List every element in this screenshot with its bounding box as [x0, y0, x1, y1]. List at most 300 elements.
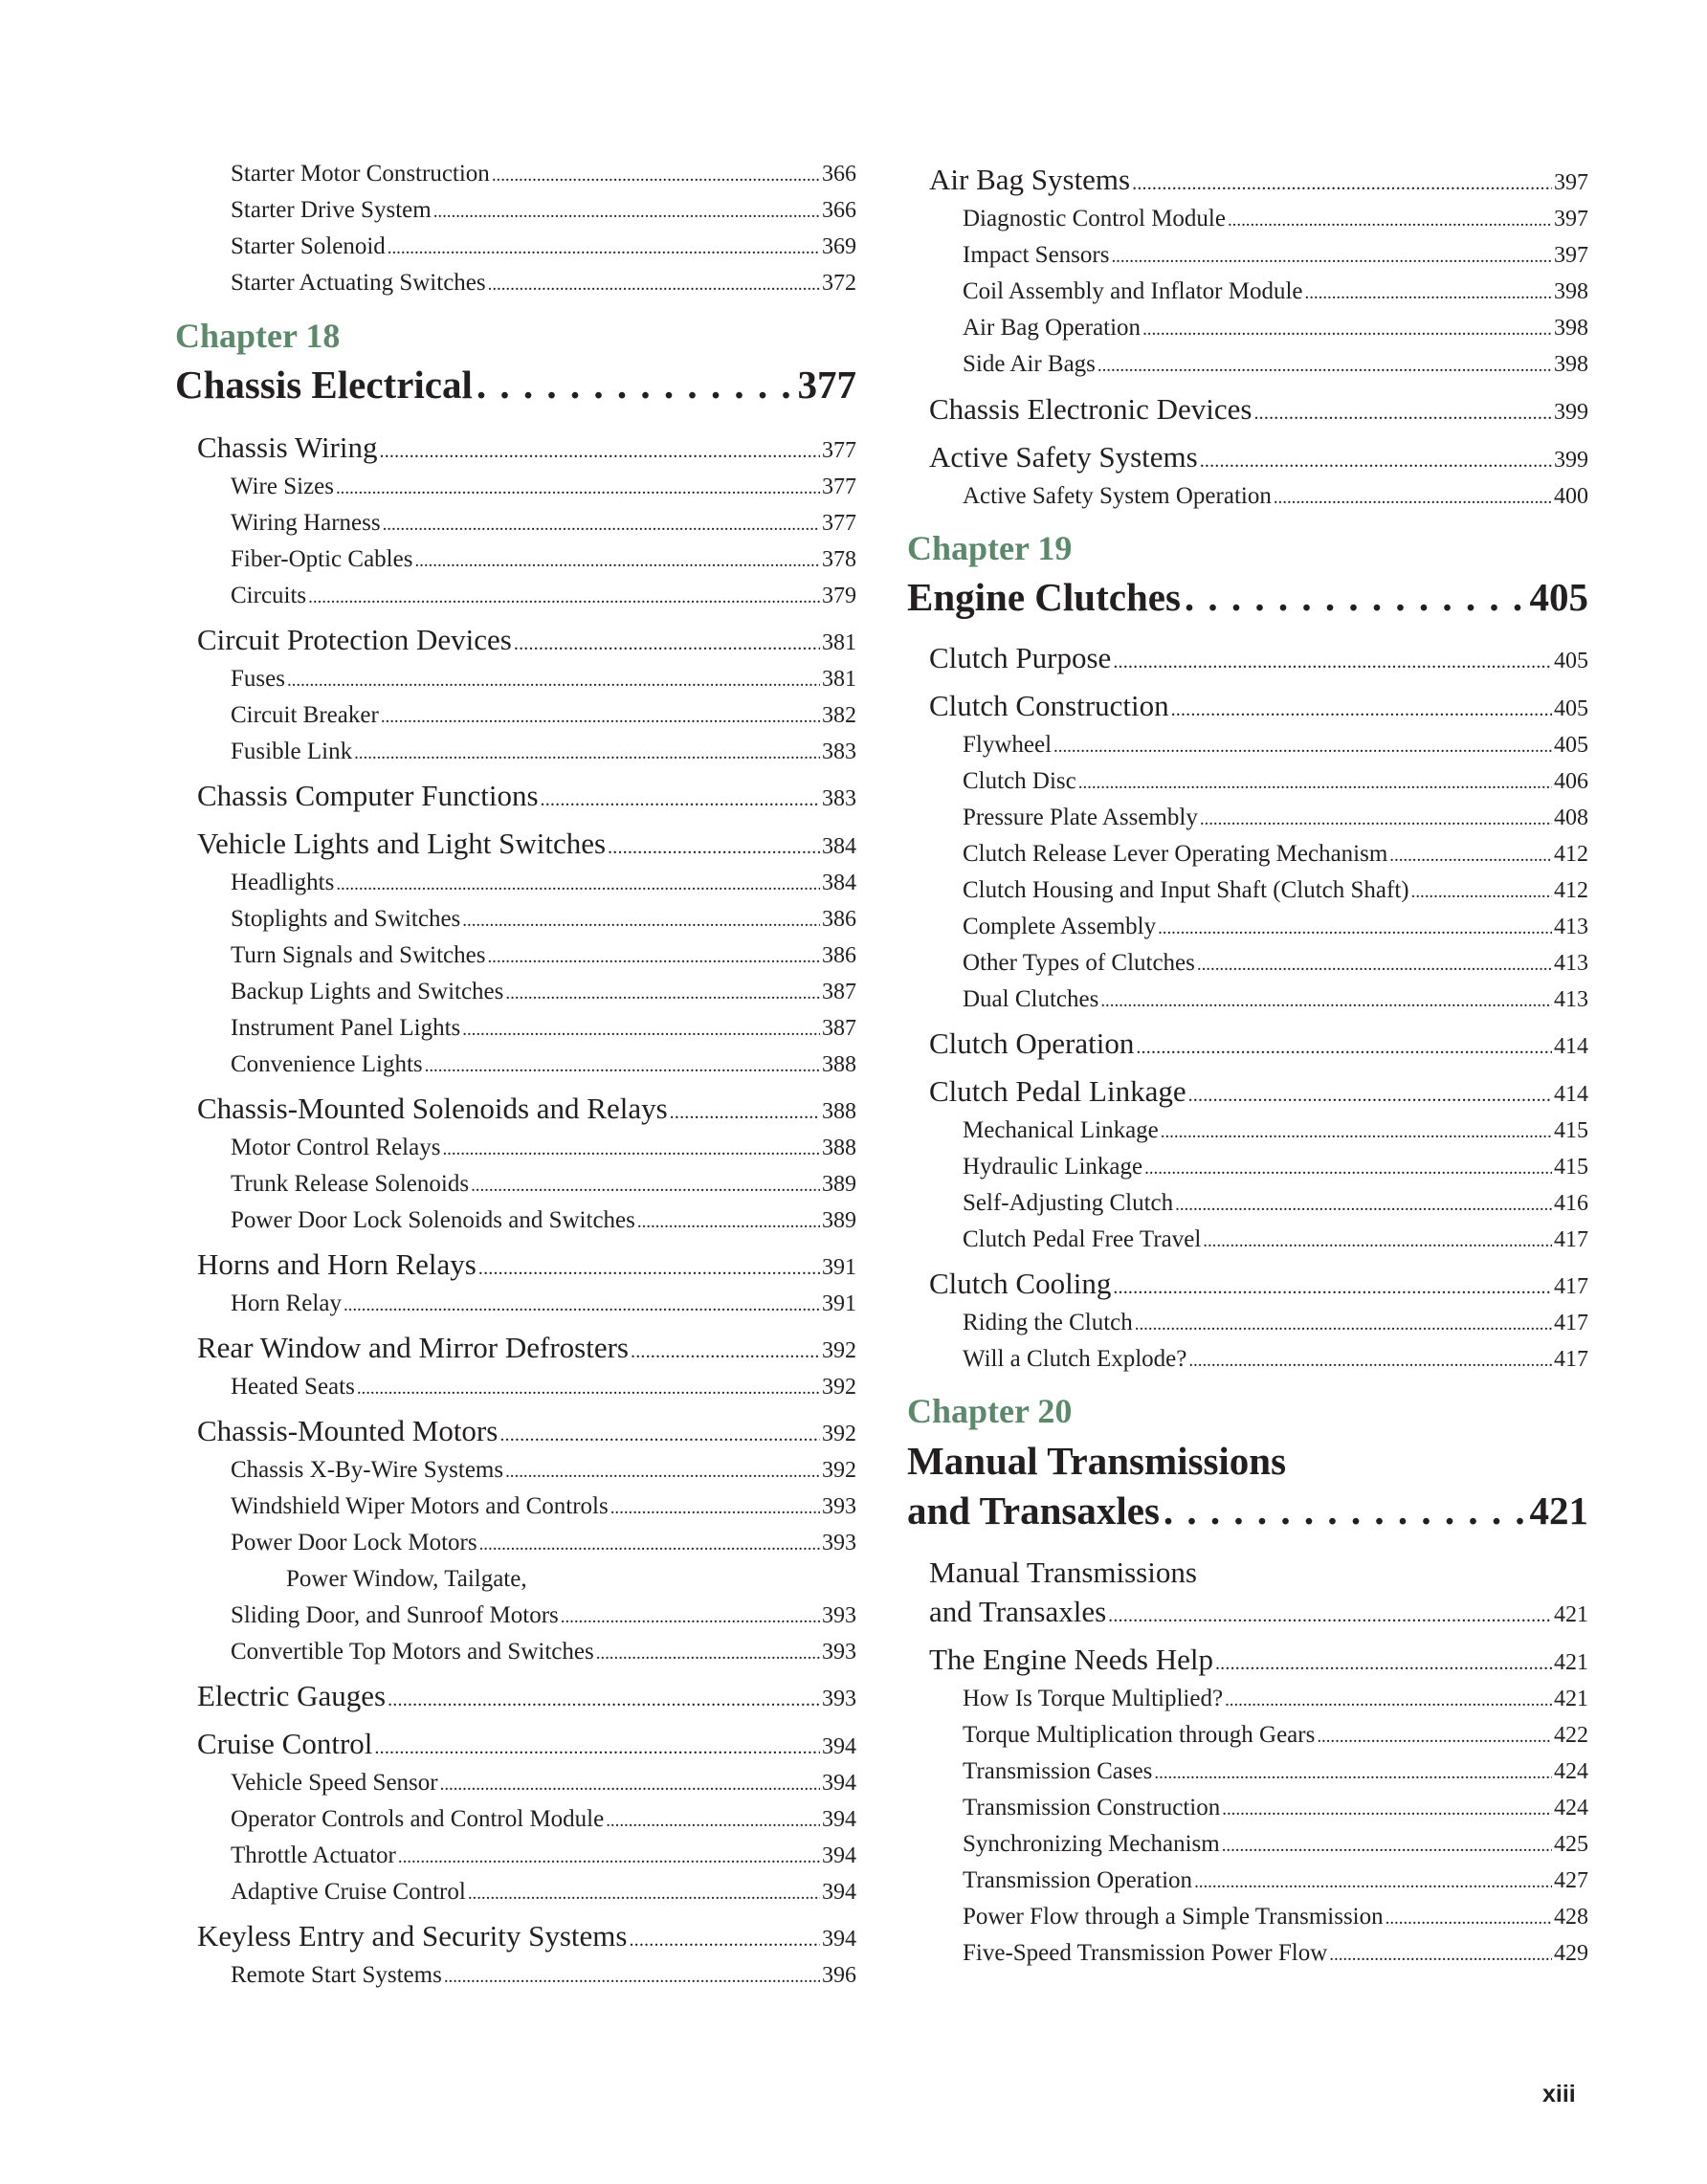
entry-page: 424 [1554, 1759, 1588, 1784]
entry-title: Cruise Control [197, 1727, 373, 1760]
entry-page: 384 [822, 871, 856, 895]
toc-entry[interactable] [907, 1643, 1588, 1677]
entry-title: Clutch Purpose [929, 641, 1112, 674]
entry-page: 392 [822, 1422, 856, 1446]
toc-entry[interactable] [907, 950, 1588, 977]
entry-page: 421 [1554, 1602, 1588, 1627]
dot-leader [1164, 1488, 1526, 1533]
chapter-page: 377 [797, 363, 856, 407]
entry-page: 366 [822, 162, 856, 187]
entry-page: 394 [822, 1771, 856, 1796]
entry-page: 428 [1554, 1905, 1588, 1930]
entry-page: 413 [1554, 987, 1588, 1012]
toc-entry[interactable] [175, 739, 856, 765]
entry-page: 391 [822, 1255, 856, 1280]
toc-entry[interactable] [175, 942, 856, 969]
entry-title: Remote Start Systems [231, 1962, 442, 1988]
dot-leader [1317, 1722, 1552, 1749]
entry-page: 413 [1554, 915, 1588, 939]
entry-title: Chassis X-By-Wire Systems [231, 1457, 504, 1483]
entry-page: 393 [822, 1531, 856, 1555]
dot-leader [1386, 1904, 1552, 1930]
toc-entry[interactable] [907, 1267, 1588, 1301]
dot-leader [1253, 392, 1552, 427]
dot-leader [344, 1291, 820, 1317]
toc-entry[interactable] [907, 732, 1588, 759]
entry-title: Air Bag Operation [963, 315, 1142, 341]
toc-entry[interactable] [907, 163, 1588, 197]
toc-entry[interactable] [907, 1074, 1588, 1109]
toc-entry[interactable] [907, 841, 1588, 868]
entry-page: 387 [822, 1016, 856, 1041]
entry-page: 405 [1554, 696, 1588, 721]
chapter-label: Chapter 19 [907, 529, 1073, 567]
toc-entry[interactable] [175, 1602, 856, 1629]
entry-page: 400 [1554, 484, 1588, 509]
entry-title: Complete Assembly [963, 914, 1157, 939]
entry-page: 378 [822, 547, 856, 572]
toc-entry[interactable] [175, 233, 856, 260]
toc-entry[interactable] [175, 1374, 856, 1401]
dot-leader [414, 546, 820, 573]
entry-title: Active Safety System Operation [963, 483, 1272, 509]
entry-page: 393 [822, 1687, 856, 1711]
entry-page: 399 [1554, 400, 1588, 425]
toc-entry[interactable] [175, 979, 856, 1005]
entry-title: Starter Solenoid [231, 233, 386, 259]
entry-page: 379 [822, 584, 856, 608]
entry-title: Clutch Cooling [929, 1267, 1112, 1300]
entry-page: 398 [1554, 316, 1588, 341]
dot-leader [1305, 278, 1552, 305]
dot-leader [398, 1842, 820, 1869]
toc-entry[interactable] [907, 1758, 1588, 1785]
entry-page: 405 [1554, 649, 1588, 673]
toc-entry[interactable] [175, 1806, 856, 1833]
entry-page: 394 [822, 1734, 856, 1759]
entry-title: Starter Actuating Switches [231, 270, 486, 296]
dot-leader [561, 1602, 820, 1629]
chapter-title-text: and Transaxles [907, 1489, 1160, 1533]
entry-title: Starter Drive System [231, 197, 432, 223]
dot-leader [499, 1414, 820, 1448]
dot-leader [1113, 641, 1552, 675]
toc-entry[interactable] [175, 1679, 856, 1713]
dot-leader [631, 1331, 820, 1365]
entry-page: 377 [822, 511, 856, 536]
entry-page: 366 [822, 198, 856, 223]
entry-title: Operator Controls and Control Module [231, 1806, 605, 1832]
entry-title: and Transaxles [929, 1595, 1107, 1628]
entry-title-line1: Manual Transmissions [929, 1555, 1197, 1589]
dot-leader [287, 666, 820, 693]
entry-title: Transmission Construction [963, 1795, 1221, 1820]
chapter-page: 405 [1529, 575, 1588, 619]
toc-entry[interactable] [907, 1310, 1588, 1336]
toc-entry[interactable] [907, 278, 1588, 305]
dot-leader [1132, 163, 1552, 197]
dot-leader [606, 1806, 820, 1833]
entry-page: 388 [822, 1136, 856, 1160]
dot-leader [440, 1770, 820, 1797]
entry-title: Transmission Cases [963, 1758, 1153, 1784]
entry-title: Impact Sensors [963, 242, 1110, 268]
entry-title: Headlights [231, 870, 335, 895]
entry-page: 417 [1554, 1274, 1588, 1299]
entry-title: Vehicle Speed Sensor [231, 1770, 438, 1796]
dot-leader [1197, 950, 1552, 977]
entry-title: Horns and Horn Relays [197, 1247, 477, 1281]
entry-title: How Is Torque Multiplied? [963, 1686, 1224, 1711]
entry-title: Riding the Clutch [963, 1310, 1133, 1335]
entry-title: Power Flow through a Simple Transmission [963, 1904, 1384, 1930]
toc-entry[interactable] [175, 1493, 856, 1520]
dot-leader [1053, 732, 1552, 759]
dot-leader [381, 702, 820, 729]
toc-entry[interactable] [907, 440, 1588, 474]
toc-entry[interactable] [175, 1770, 856, 1797]
dot-leader [487, 942, 820, 969]
entry-title-line1: Power Window, Tailgate, [286, 1566, 527, 1592]
entry-page: 415 [1554, 1118, 1588, 1143]
entry-page: 372 [822, 271, 856, 296]
toc-entry[interactable] [907, 689, 1588, 723]
toc-entry[interactable] [907, 1940, 1588, 1967]
entry-title: Keyless Entry and Security Systems [197, 1919, 628, 1952]
chapter-title[interactable] [907, 1488, 1588, 1533]
toc-entry[interactable] [907, 641, 1588, 675]
entry-title: Torque Multiplication through Gears [963, 1722, 1316, 1748]
entry-title: Clutch Release Lever Operating Mechanism [963, 841, 1388, 867]
dot-leader [1171, 689, 1552, 723]
entry-title: Other Types of Clutches [963, 950, 1195, 976]
dot-leader [477, 362, 794, 408]
entry-page: 412 [1554, 878, 1588, 903]
dot-leader [670, 1092, 820, 1126]
toc-entry[interactable] [907, 1831, 1588, 1858]
toc-entry[interactable] [175, 161, 856, 188]
toc-entry[interactable] [907, 392, 1588, 427]
entry-page: 393 [822, 1603, 856, 1628]
dot-leader [336, 870, 820, 896]
dot-leader [1411, 877, 1552, 904]
dot-leader [380, 430, 821, 465]
entry-title: The Engine Needs Help [929, 1643, 1213, 1676]
entry-title: Hydraulic Linkage [963, 1154, 1143, 1180]
entry-page: 425 [1554, 1832, 1588, 1857]
entry-title: Fusible Link [231, 739, 353, 764]
dot-leader [608, 827, 820, 861]
chapter-title-text: Engine Clutches [907, 575, 1181, 619]
toc-entry-multiline[interactable] [907, 1555, 1588, 1590]
entry-page: 386 [822, 907, 856, 932]
toc-entry[interactable] [175, 1291, 856, 1317]
entry-page: 413 [1554, 951, 1588, 976]
toc-entry[interactable] [175, 1015, 856, 1042]
dot-leader [1142, 315, 1552, 342]
toc-entry[interactable] [175, 430, 856, 465]
toc-entry[interactable] [175, 1051, 856, 1078]
entry-title: Motor Control Relays [231, 1135, 441, 1160]
toc-entry[interactable] [907, 986, 1588, 1013]
toc-entry[interactable] [907, 483, 1588, 510]
entry-title: Chassis Computer Functions [197, 779, 539, 812]
entry-title: Convenience Lights [231, 1051, 423, 1077]
toc-entry[interactable] [175, 870, 856, 896]
dot-leader [1158, 914, 1552, 940]
dot-leader [629, 1919, 820, 1953]
toc-entry[interactable] [907, 1867, 1588, 1894]
dot-leader [541, 779, 820, 813]
entry-title: Heated Seats [231, 1374, 355, 1400]
dot-leader [1097, 351, 1552, 378]
toc-entry[interactable] [175, 827, 856, 861]
entry-page: 387 [822, 980, 856, 1004]
entry-page: 386 [822, 943, 856, 968]
entry-title: Side Air Bags [963, 351, 1096, 377]
entry-page: 422 [1554, 1723, 1588, 1748]
entry-title: Chassis-Mounted Solenoids and Relays [197, 1092, 668, 1125]
entry-page: 393 [822, 1640, 856, 1665]
entry-page: 417 [1554, 1227, 1588, 1252]
entry-page: 394 [822, 1807, 856, 1832]
toc-entry[interactable] [175, 1879, 856, 1906]
entry-page: 381 [822, 630, 856, 655]
entry-title: Pressure Plate Assembly [963, 805, 1198, 830]
entry-title: Active Safety Systems [929, 440, 1198, 474]
dot-leader [433, 197, 820, 224]
toc-entry[interactable] [175, 1842, 856, 1869]
entry-title: Circuit Breaker [231, 702, 379, 728]
entry-title: Windshield Wiper Motors and Controls [231, 1493, 609, 1519]
entry-page: 415 [1554, 1155, 1588, 1180]
toc-entry[interactable] [907, 315, 1588, 342]
dot-leader [1274, 483, 1552, 510]
entry-title: Chassis-Mounted Motors [197, 1414, 499, 1447]
entry-title: Self-Adjusting Clutch [963, 1190, 1174, 1216]
toc-entry[interactable] [175, 197, 856, 224]
toc-entry[interactable] [175, 1530, 856, 1556]
dot-leader [505, 1457, 820, 1484]
entry-page: 412 [1554, 842, 1588, 867]
toc-entry[interactable] [175, 906, 856, 933]
entry-title: Diagnostic Control Module [963, 206, 1226, 232]
entry-page: 388 [822, 1052, 856, 1077]
entry-title: Chassis Electronic Devices [929, 392, 1253, 426]
toc-entry[interactable] [907, 1154, 1588, 1180]
toc-entry[interactable] [175, 1331, 856, 1365]
entry-title: Sliding Door, and Sunroof Motors [231, 1602, 559, 1628]
chapter-label: Chapter 20 [907, 1392, 1073, 1430]
entry-page: 406 [1554, 769, 1588, 794]
entry-title: Circuits [231, 583, 307, 608]
chapter-title[interactable] [175, 362, 856, 408]
toc-entry[interactable] [907, 242, 1588, 269]
entry-title: Turn Signals and Switches [231, 942, 486, 968]
entry-title: Clutch Pedal Free Travel [963, 1226, 1202, 1252]
dot-leader [1228, 206, 1552, 232]
entry-page: 394 [822, 1843, 856, 1868]
toc-entry[interactable] [907, 1190, 1588, 1217]
entry-page: 424 [1554, 1796, 1588, 1820]
entry-page: 393 [822, 1494, 856, 1519]
toc-entry[interactable] [175, 474, 856, 500]
entry-title: Backup Lights and Switches [231, 979, 504, 1004]
entry-page: 405 [1554, 733, 1588, 758]
dot-leader [442, 1135, 820, 1161]
dot-leader [492, 161, 820, 188]
toc-entry[interactable] [175, 1639, 856, 1666]
entry-page: 416 [1554, 1191, 1588, 1216]
toc-entry[interactable] [907, 1595, 1588, 1629]
entry-title: Transmission Operation [963, 1867, 1193, 1893]
entry-page: 369 [822, 234, 856, 259]
dot-leader [1175, 1190, 1552, 1217]
entry-page: 391 [822, 1291, 856, 1316]
page-number: xiii [1542, 2081, 1576, 2107]
toc-entry[interactable] [175, 666, 856, 693]
entry-title: Electric Gauges [197, 1679, 387, 1712]
toc-entry[interactable] [175, 583, 856, 609]
dot-leader [1194, 1867, 1552, 1894]
toc-entry[interactable] [175, 1919, 856, 1953]
dot-leader [1203, 1226, 1552, 1253]
entry-page: 394 [822, 1880, 856, 1905]
entry-page: 414 [1554, 1034, 1588, 1059]
entry-page: 414 [1554, 1082, 1588, 1107]
entry-page: 383 [822, 739, 856, 764]
dot-leader [357, 1374, 820, 1401]
dot-leader [1225, 1686, 1552, 1712]
toc-entry[interactable] [175, 702, 856, 729]
dot-leader [1113, 1267, 1552, 1301]
entry-page: 398 [1554, 279, 1588, 304]
toc-entry[interactable] [907, 1904, 1588, 1930]
toc-entry[interactable] [175, 270, 856, 297]
toc-entry[interactable] [907, 1686, 1588, 1712]
dot-leader [354, 739, 820, 765]
entry-page: 388 [822, 1099, 856, 1124]
toc-entry[interactable] [175, 1962, 856, 1989]
dot-leader [383, 510, 820, 537]
toc-entry[interactable] [175, 1247, 856, 1282]
toc-entry[interactable] [907, 1722, 1588, 1749]
toc-entry[interactable] [907, 768, 1588, 795]
entry-title: Convertible Top Motors and Switches [231, 1639, 594, 1665]
entry-page: 392 [822, 1338, 856, 1363]
toc-entry[interactable] [907, 1117, 1588, 1144]
dot-leader [1200, 805, 1552, 831]
entry-title: Mechanical Linkage [963, 1117, 1159, 1143]
toc-entry[interactable] [907, 206, 1588, 232]
toc-entry[interactable] [907, 914, 1588, 940]
toc-entry[interactable] [907, 1346, 1588, 1373]
entry-page: 399 [1554, 448, 1588, 473]
dot-leader [468, 1879, 820, 1906]
toc-entry[interactable] [907, 877, 1588, 904]
dot-leader [1188, 1074, 1552, 1109]
entry-title: Wire Sizes [231, 474, 334, 499]
toc-entry[interactable] [175, 1207, 856, 1234]
toc-entry[interactable] [175, 779, 856, 813]
chapter-title[interactable] [907, 574, 1588, 620]
toc-entry[interactable] [175, 1414, 856, 1448]
dot-leader [1108, 1595, 1552, 1629]
entry-title: Instrument Panel Lights [231, 1015, 461, 1041]
entry-title: Power Door Lock Motors [231, 1530, 477, 1555]
entry-title: Dual Clutches [963, 986, 1099, 1012]
toc-entry[interactable] [175, 1135, 856, 1161]
dot-leader [388, 233, 820, 260]
entry-page: 394 [822, 1927, 856, 1952]
entry-page: 397 [1554, 170, 1588, 195]
dot-leader [637, 1207, 820, 1234]
dot-leader [1100, 986, 1552, 1013]
entry-page: 398 [1554, 352, 1588, 377]
toc-entry-multiline[interactable] [175, 1566, 856, 1593]
toc-entry[interactable] [907, 1226, 1588, 1253]
entry-title: Fuses [231, 666, 285, 692]
toc-entry[interactable] [175, 1457, 856, 1484]
dot-leader [596, 1639, 820, 1666]
entry-page: 417 [1554, 1311, 1588, 1335]
toc-entry[interactable] [175, 1727, 856, 1761]
toc-entry[interactable] [175, 623, 856, 657]
dot-leader [1154, 1758, 1552, 1785]
toc-entry[interactable] [907, 351, 1588, 378]
entry-title: Vehicle Lights and Light Switches [197, 827, 607, 860]
entry-page: 397 [1554, 207, 1588, 232]
entry-title: Rear Window and Mirror Defrosters [197, 1331, 629, 1364]
entry-page: 389 [822, 1208, 856, 1233]
toc-entry[interactable] [907, 1795, 1588, 1821]
toc-entry[interactable] [907, 805, 1588, 831]
toc-entry[interactable] [907, 1026, 1588, 1061]
dot-leader [478, 1247, 820, 1282]
dot-leader [425, 1051, 820, 1078]
entry-page: 421 [1554, 1687, 1588, 1711]
dot-leader [1215, 1643, 1552, 1677]
dot-leader [1222, 1795, 1552, 1821]
dot-leader [1188, 1346, 1552, 1373]
dot-leader [514, 623, 820, 657]
toc-entry[interactable] [175, 510, 856, 537]
entry-title: Air Bag Systems [929, 163, 1131, 196]
entry-page: 427 [1554, 1868, 1588, 1893]
entry-title: Starter Motor Construction [231, 161, 490, 187]
toc-entry[interactable] [175, 1092, 856, 1126]
entry-title: Power Door Lock Solenoids and Switches [231, 1207, 635, 1233]
entry-title: Fiber-Optic Cables [231, 546, 413, 572]
toc-entry[interactable] [175, 546, 856, 573]
entry-title: Adaptive Cruise Control [231, 1879, 466, 1905]
dot-leader [374, 1727, 820, 1761]
chapter-title-line1: Manual Transmissions [907, 1439, 1287, 1483]
dot-leader [505, 979, 820, 1005]
entry-page: 382 [822, 703, 856, 728]
dot-leader [1136, 1026, 1552, 1061]
dot-leader [1135, 1310, 1552, 1336]
entry-page: 397 [1554, 243, 1588, 268]
chapter-page: 421 [1529, 1489, 1588, 1533]
entry-page: 392 [822, 1375, 856, 1400]
entry-title: Clutch Pedal Linkage [929, 1074, 1186, 1108]
dot-leader [1161, 1117, 1552, 1144]
chapter-label: Chapter 18 [175, 317, 341, 355]
entry-title: Trunk Release Solenoids [231, 1171, 470, 1197]
entry-page: 377 [822, 474, 856, 499]
toc-entry[interactable] [175, 1171, 856, 1198]
